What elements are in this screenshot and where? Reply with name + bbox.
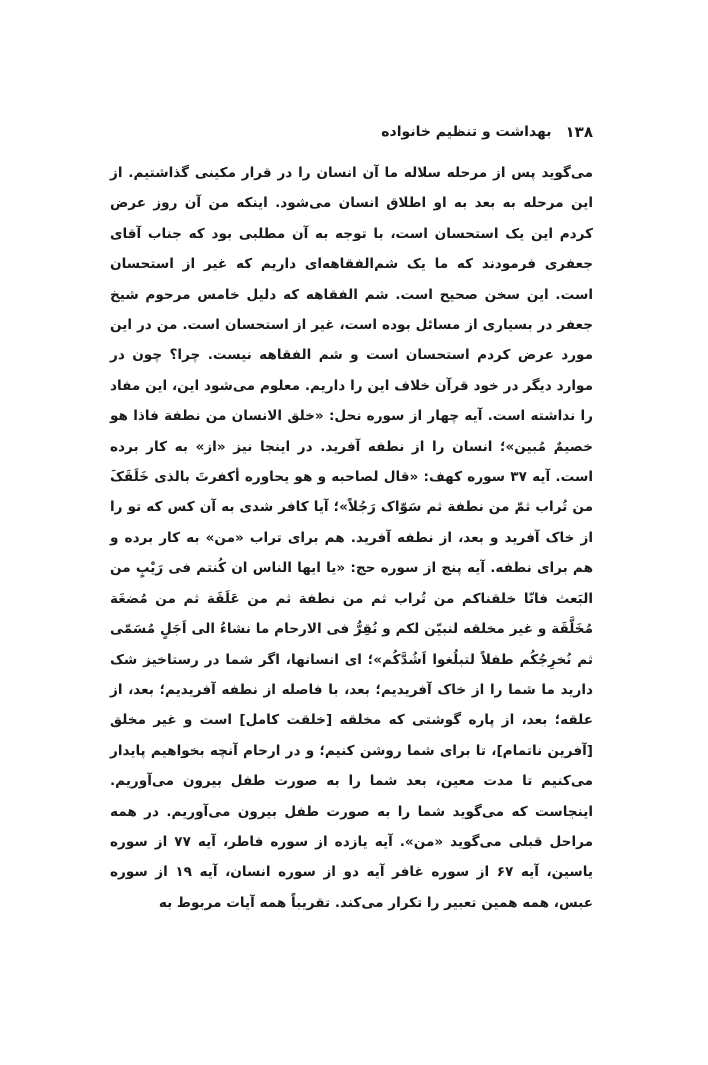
running-header bbox=[110, 118, 593, 146]
book-title: بهداشت و تنظیم خانواده bbox=[381, 124, 552, 140]
body-text bbox=[110, 158, 593, 918]
page-number: ۱۳۸ bbox=[565, 123, 593, 141]
paragraph: می‌گوید پس از مرحله سلاله ما آن انسان را در قرار مکینی گذاشتیم. از این مرحله به بعد به او اطلاق انسان می‌شود. اینکه من آن روز عرض کردم این یک استحسان است، با توجه به آن مطلبی بود که جناب آقای جعفری فرمودند که ما یک شم‌الفقاهه‌ای داریم که غیر از استحسان است. این سخن صحیح است. شم الفقاهه که دلیل خامس مرحوم شیخ جعفر در بسیاری از مسائل بوده است، غیر از استحسان است. من در این مورد عرض کردم استحسان است و شم الفقاهه نیست. چرا؟ چون در موارد دیگر در خود قرآن خلاف این را داریم. معلوم می‌شود این، این مفاد را نداشته است. آیه چهار از سوره نحل: «خلق الانسان من نطفة فاذا هو خصیمٌ مُبین»؛ انسان را از نطفه آفرید. در اینجا نیز «از» به کار برده است. آیه ۳۷ سوره کهف: «قال لصاحبه و هو یحاوره أکفرتَ بالذی خَلَقَکَ من تُراب ثمّ من نطفة ثم سَوّاک رَجُلاً»؛ آیا کافر شدی به آن کس که تو را از خاک آفرید و بعد، از نطفه آفرید. هم برای تراب «من» به کار برده و هم برای نطفه. آیه پنج از سوره حج: «یا ایها الناس ان کُنتم فی رَیْبٍ من البَعث فانّا خلقناکم من تُراب ثم من نطفة ثم من عَلَقَة ثم من مُضغَة مُخَلَّقَة و غیر مخلقه لنبیّن لکم و نُقِرُّ فی الارحام ما نشاءُ الی اَجَلٍ مُسَمّی ثم نُخرِجُکُم طفلاً لتبلُغوا اَشُدَّکُم»؛ ای انسانها، اگر شما در رستاخیز شک دارید ما شما را از خاک آفریدیم؛ بعد، با فاصله از نطفه آفریدیم؛ بعد، از علقه؛ بعد، از پاره گوشتی که مخلقه [خلقت کامل] است و غیر مخلق [آفرین ناتمام]، تا برای شما روشن کنیم؛ و در ارحام آنچه بخواهیم پایدار می‌کنیم تا مدت معین، بعد شما را به صورت طفل بیرون می‌آوریم. اینجاست که می‌گوید شما را به صورت طفل بیرون می‌آوریم. در همه مراحل قبلی می‌گوید «من». آیه یازده از سوره فاطر، آیه ۷۷ از سوره یاسین، آیه ۶۷ از سوره غافر آیه دو از سوره انسان، آیه ۱۹ از سوره عبس، همه همین تعبیر را تکرار می‌کند. تقریباً همه آیات مربوط به bbox=[110, 165, 593, 911]
